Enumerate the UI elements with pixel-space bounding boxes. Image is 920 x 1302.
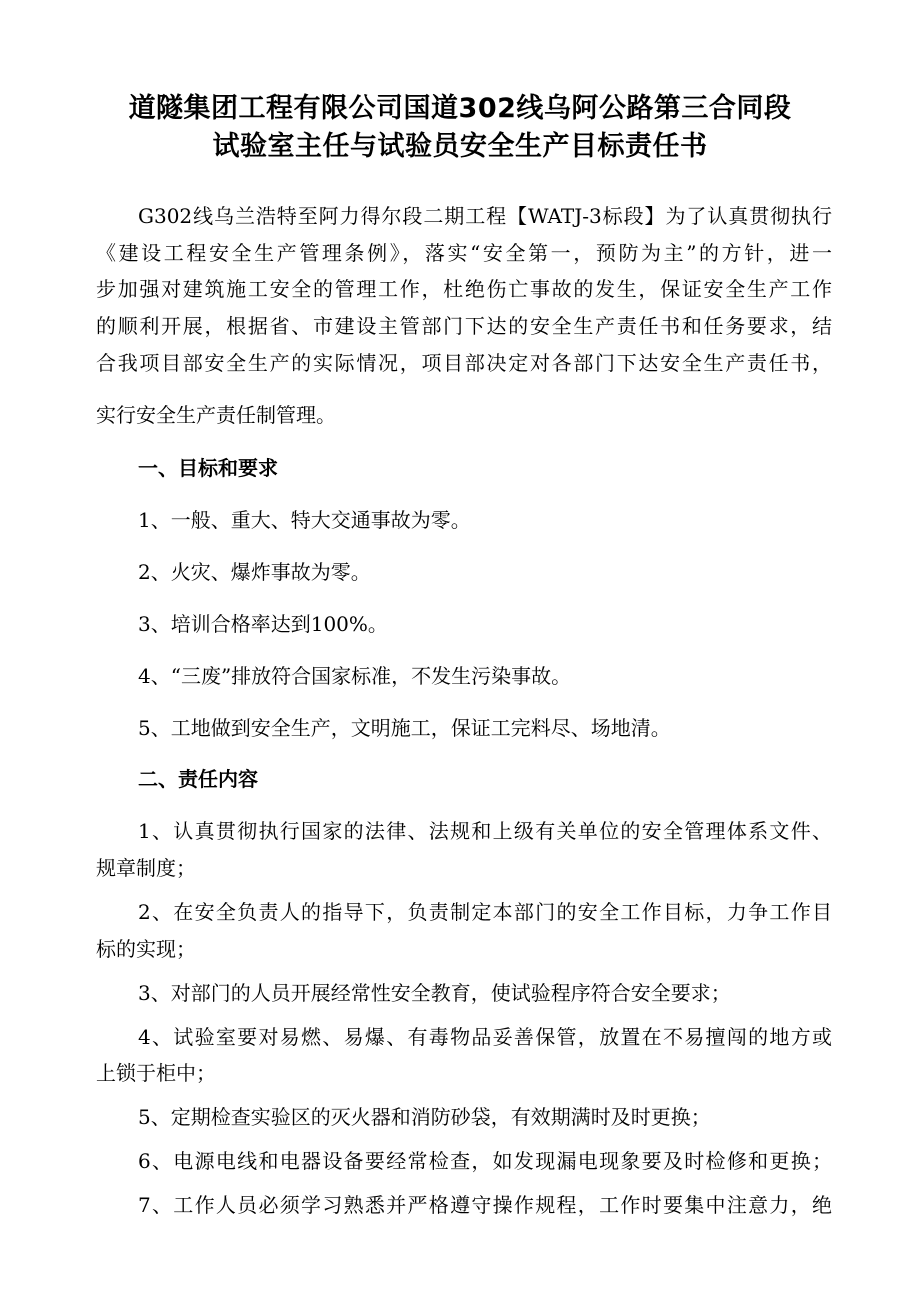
section-2-item: 标的实现； (96, 937, 196, 961)
section-1-item: 1、一般、重大、特大交通事故为零。 (138, 508, 471, 532)
section-2-item: 6、电源电线和电器设备要经常检查，如发现漏电现象要及时检修和更换； (138, 1149, 832, 1173)
section-2-item: 4、试验室要对易燃、易爆、有毒物品妥善保管，放置在不易擅闯的地方或 (138, 1025, 832, 1049)
section-2-item: 7、工作人员必须学习熟悉并严格遵守操作规程，工作时要集中注意力，绝 (138, 1193, 832, 1217)
section-2-heading: 二、责任内容 (138, 767, 258, 791)
intro-paragraph-line: 合我项目部安全生产的实际情况，项目部决定对各部门下达安全生产责任书， (96, 351, 832, 375)
section-1-item: 4、“三废”排放符合国家标准，不发生污染事故。 (138, 664, 572, 688)
section-2-item: 1、认真贯彻执行国家的法律、法规和上级有关单位的安全管理体系文件、 (138, 819, 832, 843)
section-1-item: 2、火灾、爆炸事故为零。 (138, 560, 371, 584)
intro-paragraph-line: G302线乌兰浩特至阿力得尔段二期工程【WATJ-3标段】为了认真贯彻执行 (138, 204, 832, 228)
intro-paragraph-line: 《建设工程安全生产管理条例》，落实“安全第一，预防为主”的方针，进一 (96, 241, 832, 265)
section-2-item: 上锁于柜中； (96, 1061, 216, 1085)
section-2-item: 5、定期检查实验区的灭火器和消防砂袋，有效期满时及时更换； (138, 1105, 711, 1129)
section-1-heading: 一、目标和要求 (138, 456, 278, 480)
document-title-line-2: 试验室主任与试验员安全生产目标责任书 (212, 131, 708, 162)
section-1-item: 3、培训合格率达到100%。 (138, 612, 388, 636)
intro-paragraph-line: 实行安全生产责任制管理。 (96, 403, 336, 427)
section-2-item: 3、对部门的人员开展经常性安全教育，使试验程序符合安全要求； (138, 981, 731, 1005)
document-title-line-1: 道隧集团工程有限公司国道302线乌阿公路第三合同段 (128, 93, 792, 124)
intro-paragraph-line: 的顺利开展，根据省、市建设主管部门下达的安全生产责任书和任务要求，结 (96, 314, 832, 338)
section-1-item: 5、工地做到安全生产，文明施工，保证工完料尽、场地清。 (138, 716, 671, 740)
section-2-item: 2、在安全负责人的指导下，负责制定本部门的安全工作目标，力争工作目 (138, 900, 832, 924)
section-2-item: 规章制度； (96, 856, 196, 880)
intro-paragraph-line: 步加强对建筑施工安全的管理工作，杜绝伤亡事故的发生，保证安全生产工作 (96, 277, 832, 301)
